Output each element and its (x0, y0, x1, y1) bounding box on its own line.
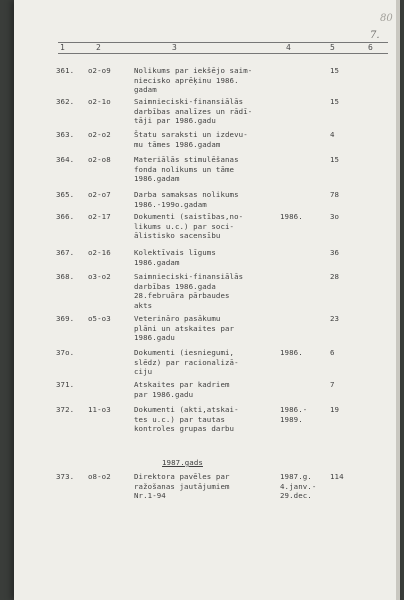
row-title-line: Dokumenti (akti,atskai- (134, 405, 239, 414)
row-title-line: kontroles grupas darbu (134, 424, 235, 433)
row-title-line: darbības 1986.gada (134, 281, 216, 291)
row-date: 1986. (280, 212, 303, 221)
row-code: o5-o3 (88, 314, 111, 323)
row-pages: 15 (330, 66, 340, 75)
row-number: 366. (56, 212, 75, 221)
row-number: 365. (56, 190, 75, 199)
row-title-line: ālistisko sacensību (134, 231, 221, 240)
row-title-line: 1986.gadu (134, 333, 175, 342)
page-number: 80 (380, 13, 393, 24)
row-pages: 15 (330, 155, 340, 164)
header-col-6: 6 (368, 43, 373, 52)
row-title-line: Darba samaksas nolikums (134, 190, 239, 199)
row-date: 1986. (280, 348, 303, 357)
row-code: o2-1o (88, 97, 111, 106)
row-title-line: Saimnieciski-finansiālās (134, 97, 244, 106)
header-col-5: 5 (330, 43, 335, 52)
row-title-line: Dokumenti (iesniegumi, (134, 348, 235, 357)
row-pages: 28 (330, 272, 340, 281)
section-heading: 1987.gads (162, 458, 203, 467)
row-code: o2-16 (88, 248, 111, 257)
row-title-line: 1986.-199o.gadam (134, 199, 207, 209)
row-title-line: Kolektīvais līgums (134, 248, 216, 257)
row-title-line: 28.februāra pārbaudes (134, 291, 230, 300)
row-pages: 36 (330, 248, 340, 257)
row-number: 373. (56, 472, 75, 481)
row-title-line: Nolikums par iekšējo saim- (134, 66, 253, 75)
row-title-line: par 1986.gadu (134, 389, 194, 399)
row-title-line: slēdz) par racionalizā- (134, 357, 239, 367)
archive-page (14, 0, 400, 600)
row-title-line: tāji par 1986.gadu (134, 116, 216, 125)
row-number: 37o. (56, 348, 75, 357)
row-code: 11-o3 (88, 405, 111, 414)
row-number: 371. (56, 380, 75, 389)
row-code: o2-o9 (88, 66, 111, 75)
header-col-4: 4 (286, 43, 291, 52)
row-pages: 19 (330, 405, 340, 414)
row-pages: 78 (330, 190, 340, 199)
row-code: o2-o2 (88, 130, 111, 139)
row-number: 369. (56, 314, 75, 323)
corner-mark: 7. (370, 30, 380, 41)
row-title-line: darbības analīzes un rādī- (134, 106, 253, 116)
row-code: o3-o2 (88, 272, 111, 281)
row-code: o2-o8 (88, 155, 111, 164)
header-rule-bottom (58, 53, 388, 54)
row-title-line: likums u.c.) par soci- (134, 221, 235, 231)
row-date: 1986.- 1989. (280, 405, 308, 424)
row-number: 367. (56, 248, 75, 257)
row-title-line: niecisko aprēķinu 1986. (134, 75, 239, 85)
row-number: 372. (56, 405, 75, 414)
row-number: 364. (56, 155, 75, 164)
row-title-line: Nr.1-94 (134, 491, 166, 500)
row-pages: 15 (330, 97, 340, 106)
row-title-line: Atskaites par kadriem (134, 380, 230, 389)
row-title-line: gadam (134, 85, 157, 94)
row-pages: 6 (330, 348, 335, 357)
row-pages: 4 (330, 130, 335, 139)
header-col-1: 1 (60, 43, 65, 52)
header-col-3: 3 (172, 43, 177, 52)
row-code: o2-o7 (88, 190, 111, 199)
row-title-line: ražošanas jautājumiem (134, 481, 230, 491)
header-col-2: 2 (96, 43, 101, 52)
row-title-line: mu tāmes 1986.gadam (134, 139, 221, 149)
page-edge (396, 0, 400, 600)
row-title-line: Saimnieciski-finansiālās (134, 272, 244, 281)
row-number: 361. (56, 66, 75, 75)
row-code: o8-o2 (88, 472, 111, 481)
header-rule-top (58, 42, 388, 43)
row-title-line: 1986.gadam (134, 174, 180, 183)
row-title-line: Dokumenti (saistības,no- (134, 212, 244, 221)
row-pages: 3o (330, 212, 340, 221)
row-pages: 7 (330, 380, 335, 389)
row-title-line: Materiālās stimulēšanas (134, 155, 239, 164)
row-pages: 114 (330, 472, 344, 481)
row-title-line: akts (134, 300, 153, 310)
row-number: 368. (56, 272, 75, 281)
row-title-line: Veterinārо pasākumu (134, 314, 221, 323)
row-title-line: Direktora pavēles par (134, 472, 230, 481)
row-number: 362. (56, 97, 75, 106)
row-date: 1987.g. 4.janv.- 29.dec. (280, 472, 317, 500)
row-title-line: ciju (134, 367, 153, 376)
row-title-line: 1986.gadam (134, 257, 180, 267)
row-title-line: tes u.c.) par tautas (134, 414, 225, 424)
row-pages: 23 (330, 314, 340, 323)
row-title-line: plāni un atskaites par (134, 323, 235, 333)
row-title-line: Štatu saraksti un izdevu- (134, 130, 248, 139)
row-number: 363. (56, 130, 75, 139)
row-code: o2-17 (88, 212, 111, 221)
row-title-line: fonda nolikums un tāme (134, 164, 235, 174)
